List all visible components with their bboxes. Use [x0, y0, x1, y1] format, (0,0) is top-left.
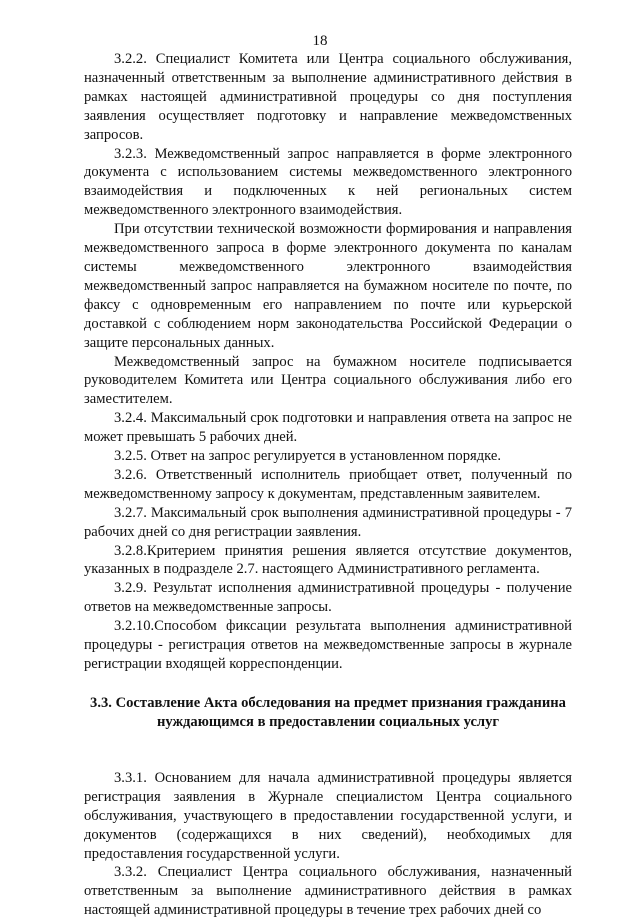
paragraph-3-2-3: 3.2.3. Межведомственный запрос направляется в форме электронного документа с использованием системы межведомственного электронного взаимодействия и подключенных к ней региональных систем межведомственного электронного взаимодействия.	[84, 145, 572, 219]
paragraph-no-technical-possibility: При отсутствии технической возможности формирования и направления межведомственного запроса в форме электронного документа по каналам системы межведомственного электронного взаимодействия межведомственный запрос направляется на бумажном носителе по почте, по факсу с одновременным его направлением по почте или курьерской доставкой с соблюдением норм законодательства Российской Федерации о защите персональных данных.	[84, 221, 572, 351]
paragraph-3-2-10: 3.2.10.Способом фиксации результата выполнения административной процедуры - регистрация ответов на межведомственные запросы в журнале регистрации входящей корреспонденции.	[84, 618, 572, 672]
paragraph-3-3-1: 3.3.1. Основанием для начала административной процедуры является регистрация заявления в Журнале специалистом Центра социального обслуживания, участвующего в предоставлении государственной услуги, и документов (содержащихся в них сведений), необходимых для предоставления государственной услуги.	[84, 769, 572, 862]
paragraph-3-2-2: 3.2.2. Специалист Комитета или Центра социального обслуживания, назначенный ответственным за выполнение административного действия в рамках настоящей административной процедуры со дня поступления заявления осуществляет подготовку и направление межведомственных запросов.	[84, 51, 572, 143]
paragraph-3-2-5: 3.2.5. Ответ на запрос регулируется в установленном порядке.	[114, 448, 502, 465]
paragraph-paper-request-signing: Межведомственный запрос на бумажном носителе подписывается руководителем Комитета или Центра социального обслуживания либо его заместителем.	[84, 353, 572, 408]
paragraph-3-2-7: 3.2.7. Максимальный срок выполнения административной процедуры - 7 рабочих дней со дня регистрации заявления.	[84, 504, 572, 540]
section-heading-3-3: 3.3. Составление Акта обследования на предмет признания гражданина нуждающимся в предоставлении социальных услуг	[90, 694, 566, 730]
paragraph-3-2-8: 3.2.8.Критерием принятия решения является отсутствие документов, указанных в подразделе 2.7. настоящего Административного регламента.	[84, 542, 572, 578]
paragraph-3-3-2: 3.3.2. Специалист Центра социального обслуживания, назначенный ответственным за выполнение административного действия в рамках настоящей административной процедуры в течение трех рабочих дней со	[84, 864, 572, 919]
paragraph-3-2-9: 3.2.9. Результат исполнения административной процедуры - получение ответов на межведомственные запросы.	[84, 580, 572, 616]
paragraph-3-2-4: 3.2.4. Максимальный срок подготовки и направления ответа на запрос не может превышать 5 рабочих дней.	[84, 410, 572, 446]
paragraph-3-2-6: 3.2.6. Ответственный исполнитель приобщает ответ, полученный по межведомственному запросу к документам, представленным заявителем.	[84, 466, 572, 502]
page-number: 18	[312, 33, 328, 49]
page-content	[84, 50, 572, 920]
section-spacer	[84, 732, 572, 769]
